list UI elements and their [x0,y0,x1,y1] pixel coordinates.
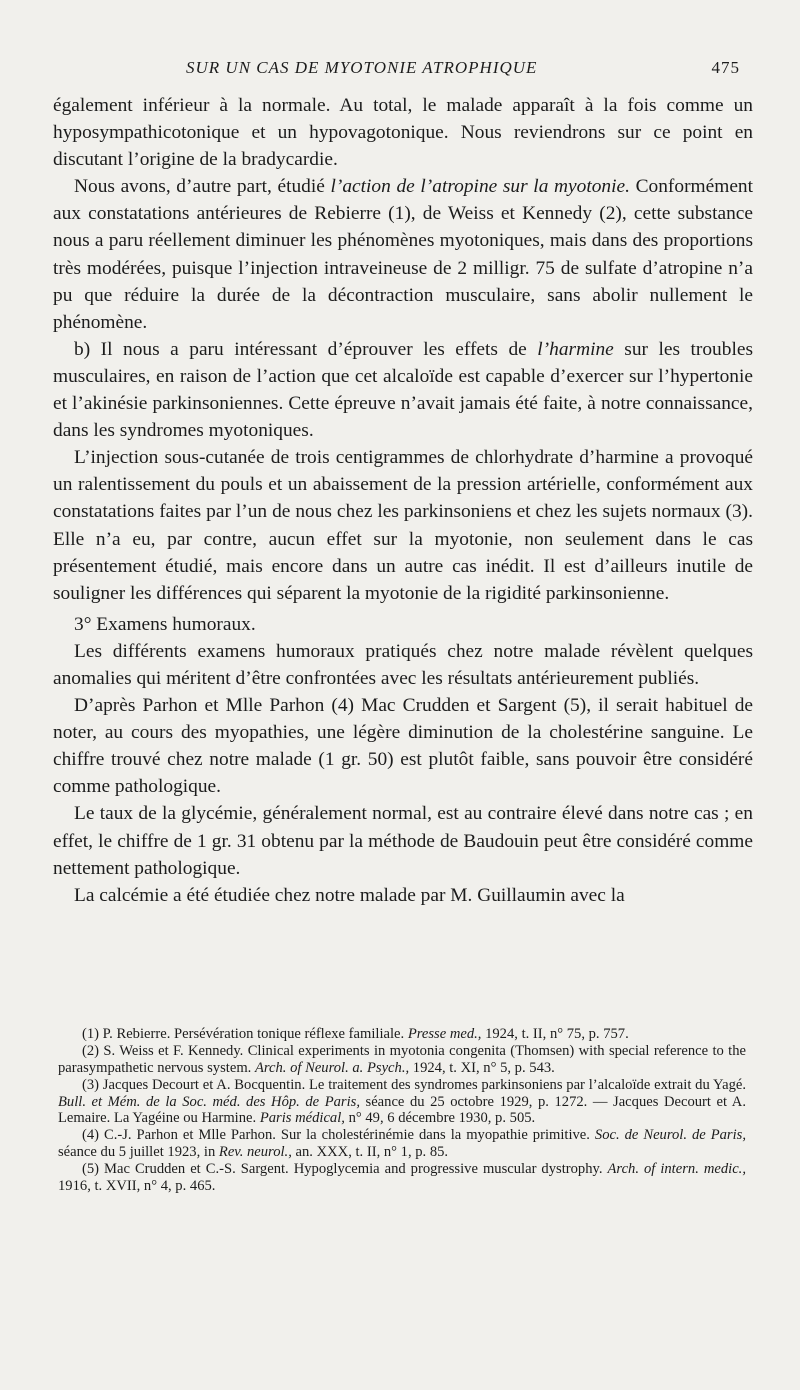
page-number: 475 [711,58,740,77]
paragraph-5: Les différents examens humoraux pratiqués chez notre malade révèlent quelques anomalies qui méritent d’être confrontées avec les résultats antérieurement publiés. [53,640,753,689]
footnote-5 [58,1161,746,1194]
paragraph-2-text-a: Nous avons, d’autre part, étudié [74,176,331,198]
footnotes [58,1026,746,1195]
footnote-4-society: Soc. de Neurol. de Paris, [594,1127,746,1144]
footnote-3-text-a: (3) Jacques Decourt et A. Bocquentin. Le traitement des syndromes parkinsoniens par l’alcaloïde extrait du Yagé. [82,1077,746,1094]
footnote-4-text-a: (4) C.-J. Parhon et Mlle Parhon. Sur la cholestérinémie dans la myopathie primitive. [82,1127,595,1144]
paragraph-4: L’injection sous-cutanée de trois centigrammes de chlorhydrate d’harmine a provoqué un ralentissement du pouls et un abaissement de la pression artérielle, conformément aux constatations faites par l’un de nous chez les parkinsoniens et chez les sujets normaux (3). Elle n’a eu, par contre, aucun effet sur la myotonie, non seulement dans le cas présentement étudié, mais encore dans un autre cas inédit. Il est d’ailleurs inutile de souligner les différences qui séparent la myotonie de la rigidité parkinsonienne. [53,447,753,604]
footnote-3 [58,1077,746,1126]
footnote-1-text-b: 1924, t. II, n° 75, p. 757. [481,1026,629,1042]
paragraph-3-text-a: b) Il nous a paru intéressant d’éprouver les effets de [74,338,538,360]
paragraph-3-text-b: sur les troubles musculaires, en raison de l’action que cet alcaloïde est capable d’exercer sur l’hypertonie et l’akinésie parkinsoniennes. Cette épreuve n’avait jamais été faite, à notre connaissance, dans les syndromes myotoniques. [53,338,753,442]
footnote-5-journal: Arch. of intern. medic., [607,1161,746,1178]
paragraph-7: Le taux de la glycémie, généralement normal, est au contraire élevé dans notre cas ; en effet, le chiffre de 1 gr. 31 obtenu par la méthode de Baudouin peut être considéré comme nettement pathologique. [53,803,753,879]
running-title: SUR UN CAS DE MYOTONIE ATROPHIQUE [186,58,538,77]
footnote-3-text-c: n° 49, 6 décembre 1930, p. 505. [344,1110,536,1127]
footnote-2 [58,1043,746,1076]
footnote-5-text-b: 1916, t. XVII, n° 4, p. 465. [58,1177,216,1194]
footnote-4-text-b: séance du 5 juillet 1923, in [58,1143,219,1160]
footnote-2-text-a: (2) S. Weiss et F. Kennedy. Clinical experiments in myotonia congenita (Thomsen) with special reference to the parasympathetic nervous system. [58,1043,746,1076]
footnote-3-journal: Bull. et Mém. de la Soc. méd. des Hôp. de Paris, [58,1093,360,1110]
footnote-2-journal: Arch. of Neurol. a. Psych., [254,1059,410,1076]
footnote-2-text-b: 1924, t. XI, n° 5, p. 543. [409,1059,555,1076]
footnote-1-journal: Presse med., [407,1026,482,1042]
paragraph-3 [53,336,753,444]
footnote-1-text-a: (1) P. Rebierre. Persévération tonique réflexe familiale. [82,1026,408,1042]
paragraph-8: La calcémie a été étudiée chez notre malade par M. Guillaumin avec la [74,884,625,906]
footnote-5-text-a: (5) Mac Crudden et C.-S. Sargent. Hypoglycemia and progressive muscular dystrophy. [82,1161,608,1178]
footnote-1 [58,1026,746,1042]
paragraph-2-text-b: Conformément aux constatations antérieures de Rebierre (1), de Weiss et Kennedy (2), cette substance nous a paru réellement diminuer les phénomènes myotoniques, mais dans des proportions très modérées, puisque l’injection intraveineuse de 2 milligr. 75 de sulfate d’atropine n’a pu que réduire la durée de la décontraction musculaire, sans abolir nullement le phénomène. [53,176,754,333]
footnote-3-text-b: séance du 25 octobre 1929, p. 1272. — Jacques Decourt et A. Lemaire. La Yagéine ou Harmine. [58,1093,746,1127]
paragraph-6: D’après Parhon et Mlle Parhon (4) Mac Crudden et Sargent (5), il serait habituel de noter, au cours des myopathies, une légère diminution de la cholestérine sanguine. Le chiffre trouvé chez notre malade (1 gr. 50) est plutôt faible, sans pouvoir être considéré comme pathologique. [53,695,753,798]
footnote-4-journal: Rev. neurol., [218,1143,292,1160]
section-heading: 3° Examens humoraux. [74,613,256,635]
paragraph-1: également inférieur à la normale. Au total, le malade apparaît à la fois comme un hyposympathicotonique et un hypovagotonique. Nous reviendrons sur ce point en discutant l’origine de la bradycardie. [53,95,753,171]
footnote-4 [58,1127,746,1160]
paragraph-3-emphasis: l’harmine [537,338,614,360]
paragraph-2 [53,173,753,336]
paragraph-2-emphasis: l’action de l’atropine sur la myotonie. [330,176,630,198]
footnote-4-text-c: an. XXX, t. II, n° 1, p. 85. [291,1143,449,1160]
main-text [53,92,753,909]
footnote-3-journal-2: Paris médical, [259,1110,345,1127]
